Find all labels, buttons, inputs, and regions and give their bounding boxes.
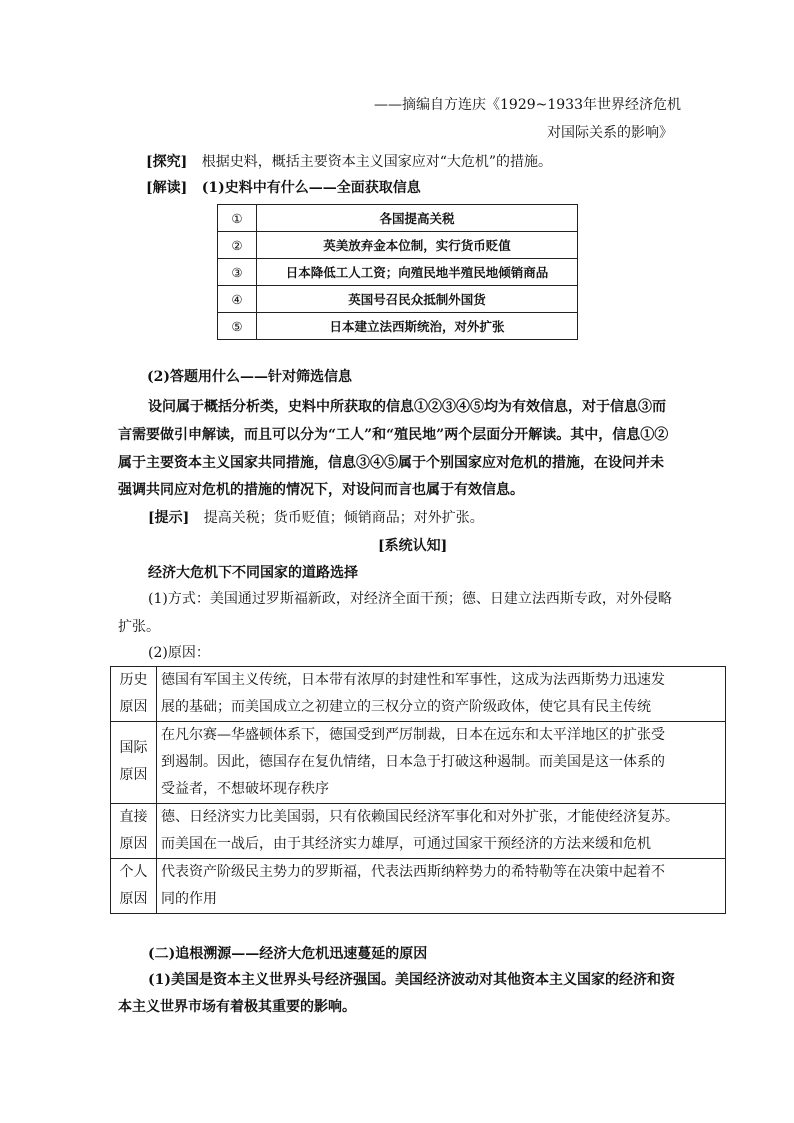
analysis-line: 属于主要资本主义国家共同措施，信息③④⑤属于个别国家应对危机的措施，在设问并未 bbox=[118, 455, 664, 471]
interpret-row bbox=[146, 178, 421, 198]
reason-body-line: 到遏制。因此，德国存在复仇情绪，日本急于打破这种遏制。而美国是这一体系的 bbox=[161, 754, 665, 770]
reason-head-line: 历史 bbox=[119, 672, 148, 688]
reason-head-line: 国际 bbox=[119, 740, 148, 756]
explore-tag: [探究] bbox=[146, 154, 188, 170]
explore-row bbox=[146, 152, 552, 172]
reason-body-line: 德国有军国主义传统，日本带有浓厚的封建性和军事性，这成为法西斯势力迅速发 bbox=[161, 672, 665, 688]
trace-line: 本主义世界市场有着极其重要的影响。 bbox=[118, 999, 356, 1015]
analysis-line: 言需要做引申解读，而且可以分为“工人”和“殖民地”两个层面分开解读。其中，信息①② bbox=[118, 427, 669, 443]
reason-body bbox=[157, 722, 726, 804]
info-num: ① bbox=[218, 205, 257, 232]
reason-head-line: 直接 bbox=[119, 809, 148, 825]
hint-tag: [提示] bbox=[148, 510, 190, 526]
table-row bbox=[218, 232, 578, 259]
info-text: 英美放弃金本位制，实行货币贬值 bbox=[257, 232, 578, 259]
table-row bbox=[111, 859, 726, 914]
reason-head-line: 个人 bbox=[119, 864, 148, 880]
reason-head bbox=[111, 859, 157, 914]
trace-line: (1)美国是资本主义世界头号经济强国。美国经济波动对其他资本主义国家的经济和资 bbox=[148, 972, 675, 988]
reason-body bbox=[157, 667, 726, 722]
table-row bbox=[218, 205, 578, 232]
method-line: 扩张。 bbox=[118, 619, 160, 635]
analysis-line: 强调共同应对危机的措施的情况下，对设问而言也属于有效信息。 bbox=[118, 482, 524, 498]
table-row bbox=[218, 286, 578, 313]
source-citation-line1: ——摘编自方连庆《1929~1933年世界经济危机 bbox=[374, 97, 681, 113]
subheading: 经济大危机下不同国家的道路选择 bbox=[148, 565, 358, 581]
reason-body-line: 同的作用 bbox=[161, 891, 217, 907]
reason-head-line: 原因 bbox=[119, 891, 148, 907]
info-table bbox=[217, 204, 578, 340]
hint-text: 提高关税；货币贬值；倾销商品；对外扩张。 bbox=[203, 510, 484, 526]
info-text: 英国号召民众抵制外国货 bbox=[257, 286, 578, 313]
info-num: ② bbox=[218, 232, 257, 259]
reason-body-line: 代表资产阶级民主势力的罗斯福，代表法西斯纳粹势力的希特勒等在决策中起着不 bbox=[161, 864, 665, 880]
trace-title: (二)追根溯源——经济大危机迅速蔓延的原因 bbox=[148, 946, 428, 962]
reason-body bbox=[157, 859, 726, 914]
table-row bbox=[218, 313, 578, 340]
table-row bbox=[111, 722, 726, 804]
info-num: ③ bbox=[218, 259, 257, 286]
reasons-label: (2)原因： bbox=[148, 645, 210, 661]
reason-head-line: 原因 bbox=[119, 836, 148, 852]
interpret-step2: (2)答题用什么——针对筛选信息 bbox=[147, 369, 352, 385]
reason-body-line: 受益者，不想破坏现存秩序 bbox=[161, 781, 329, 797]
reason-head bbox=[111, 667, 157, 722]
reason-body-line: 在凡尔赛—华盛顿体系下，德国受到严厉制裁，日本在远东和太平洋地区的扩张受 bbox=[161, 727, 665, 743]
reason-head-line: 原因 bbox=[119, 699, 148, 715]
reason-head-line: 原因 bbox=[119, 767, 148, 783]
method-line: (1)方式：美国通过罗斯福新政，对经济全面干预；德、日建立法西斯专政，对外侵略 bbox=[148, 591, 672, 607]
section-title: [系统认知] bbox=[378, 538, 448, 554]
explore-text: 根据史料，概括主要资本主义国家应对“大危机”的措施。 bbox=[201, 154, 553, 170]
table-row bbox=[111, 804, 726, 859]
interpret-step1: (1)史料中有什么——全面获取信息 bbox=[201, 180, 421, 196]
reason-head bbox=[111, 722, 157, 804]
table-row bbox=[218, 259, 578, 286]
info-num: ④ bbox=[218, 286, 257, 313]
reason-body-line: 而美国在一战后，由于其经济实力雄厚，可通过国家干预经济的方法来缓和危机 bbox=[161, 836, 651, 852]
reason-body-line: 展的基础；而美国成立之初建立的三权分立的资产阶级政体，使它具有民主传统 bbox=[161, 699, 651, 715]
reason-body bbox=[157, 804, 726, 859]
analysis-line: 设问属于概括分析类，史料中所获取的信息①②③④⑤均为有效信息，对于信息③而 bbox=[148, 399, 666, 415]
reasons-table bbox=[110, 666, 726, 914]
hint-row bbox=[148, 508, 484, 528]
info-text: 日本降低工人工资；向殖民地半殖民地倾销商品 bbox=[257, 259, 578, 286]
info-text: 日本建立法西斯统治，对外扩张 bbox=[257, 313, 578, 340]
table-row bbox=[111, 667, 726, 722]
reason-head bbox=[111, 804, 157, 859]
source-citation-line2: 对国际关系的影响》 bbox=[547, 125, 673, 141]
info-text: 各国提高关税 bbox=[257, 205, 578, 232]
reason-body-line: 德、日经济实力比美国弱，只有依赖国民经济军事化和对外扩张，才能使经济复苏。 bbox=[161, 809, 679, 825]
interpret-tag: [解读] bbox=[146, 180, 188, 196]
info-num: ⑤ bbox=[218, 313, 257, 340]
